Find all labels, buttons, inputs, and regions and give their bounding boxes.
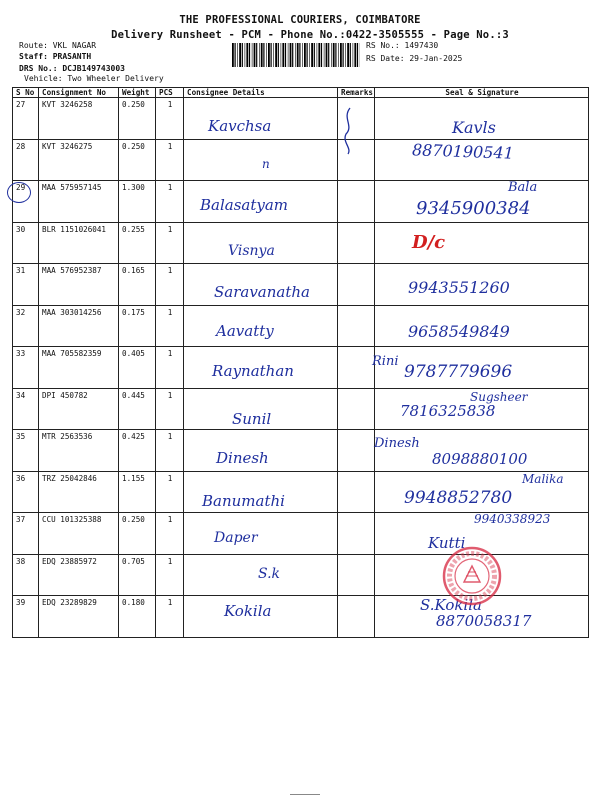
signature-hw: 8870058317 [436, 612, 532, 630]
cell-weight: 0.165 [119, 264, 156, 306]
cell-sno: 31 [13, 264, 39, 306]
cell-pcs: 1 [156, 139, 184, 181]
cell-consignment-no: MAA 575957145 [39, 181, 119, 223]
cell-consignment-no: MAA 576952387 [39, 264, 119, 306]
route-text: Route: VKL NAGAR [19, 41, 97, 50]
cell-weight: 0.250 [119, 513, 156, 555]
table-row [13, 554, 589, 596]
cell-consignment-no: MTR 2563536 [39, 430, 119, 472]
cell-consignment-no: CCU 101325388 [39, 513, 119, 555]
signature-hw: 9948852780 [404, 488, 513, 508]
cell-pcs: 1 [156, 181, 184, 223]
cell-pcs: 1 [156, 222, 184, 264]
cell-pcs: 1 [156, 264, 184, 306]
cell-remarks [338, 430, 375, 472]
signature-hw: 7816325838 [400, 402, 496, 420]
cell-weight: 0.445 [119, 388, 156, 430]
signature-hw: 8870190541 [411, 140, 515, 163]
consignee-hw: Kavchsa [208, 117, 272, 135]
cell-sno: 30 [13, 222, 39, 264]
cell-pcs: 1 [156, 471, 184, 513]
cell-remarks [338, 264, 375, 306]
cell-pcs: 1 [156, 347, 184, 389]
cell-signature [375, 222, 589, 264]
cell-sno: 33 [13, 347, 39, 389]
signature-hw: 8098880100 [432, 450, 528, 468]
consignee-hw: Sunil [232, 410, 272, 428]
cell-sno: 28 [13, 139, 39, 181]
table-row [13, 98, 589, 140]
consignee-hw: Balasatyam [200, 196, 289, 214]
cell-consignment-no: EDQ 23885972 [39, 554, 119, 596]
cell-consignment-no: BLR 1151026041 [39, 222, 119, 264]
cell-pcs: 1 [156, 430, 184, 472]
cell-remarks [338, 471, 375, 513]
drs-number: DRS No.: DCJB149743003 [19, 64, 125, 73]
barcode-image [232, 43, 360, 67]
signature-hw: Sugsheer [470, 390, 528, 404]
cell-remarks [338, 347, 375, 389]
remarks-bracket-mark [340, 104, 370, 156]
cell-consignment-no: MAA 303014256 [39, 305, 119, 347]
cell-remarks [338, 305, 375, 347]
cell-remarks [338, 222, 375, 264]
cell-pcs: 1 [156, 596, 184, 638]
cell-sno: 27 [13, 98, 39, 140]
table-row [13, 222, 589, 264]
cell-weight: 0.425 [119, 430, 156, 472]
signature-hw: Bala [508, 180, 538, 195]
cell-weight: 0.405 [119, 347, 156, 389]
cell-weight: 1.155 [119, 471, 156, 513]
cell-pcs: 1 [156, 388, 184, 430]
col-consignment: Consignment No [39, 88, 119, 98]
cell-weight: 0.180 [119, 596, 156, 638]
cell-weight: 0.250 [119, 98, 156, 140]
company-seal-stamp [442, 546, 502, 606]
consignee-hw: Banumathi [202, 492, 285, 510]
cell-consignment-no: TRZ 25042846 [39, 471, 119, 513]
runsheet-subtitle: Delivery Runsheet - PCM - Phone No.:0422-3505555 - Page No.:3 [111, 29, 509, 41]
cell-remarks [338, 388, 375, 430]
cell-consignee [184, 139, 338, 181]
signature-hw: Dinesh [374, 436, 420, 451]
cell-consignment-no: MAA 705582359 [39, 347, 119, 389]
col-sno: S No [13, 88, 39, 98]
consignee-hw: n [262, 157, 270, 171]
cell-remarks [338, 596, 375, 638]
col-weight: Weight [119, 88, 156, 98]
signature-hw: 9658549849 [408, 322, 510, 341]
signature-hw: 9943551260 [408, 278, 510, 297]
consignee-hw: Visnya [228, 243, 275, 259]
cell-pcs: 1 [156, 554, 184, 596]
consignee-hw: Kokila [224, 602, 272, 620]
cell-consignment-no: KVT 3246275 [39, 139, 119, 181]
consignee-hw: Dinesh [216, 449, 269, 467]
cell-weight: 1.300 [119, 181, 156, 223]
cell-sno: 32 [13, 305, 39, 347]
signature-hw: 9940338923 [474, 512, 551, 526]
consignee-hw: Saravanatha [214, 283, 310, 301]
row-29-circle-mark [7, 182, 31, 203]
col-remarks: Remarks [338, 88, 375, 98]
vehicle-text: Vehicle: Two Wheeler Delivery [24, 74, 164, 83]
cell-pcs: 1 [156, 98, 184, 140]
cell-remarks [338, 554, 375, 596]
col-signature: Seal & Signature [375, 88, 589, 98]
signature-hw: 9345900384 [416, 198, 531, 219]
signature-hw: 9787779696 [404, 362, 513, 382]
signature-hw: Kutti [428, 534, 466, 552]
consignee-hw: Daper [214, 530, 258, 546]
cell-sno: 36 [13, 471, 39, 513]
page-footer-mark [290, 794, 320, 795]
company-title: THE PROFESSIONAL COURIERS, COIMBATORE [179, 14, 421, 26]
cell-consignment-no: EDQ 23289829 [39, 596, 119, 638]
staff-text: Staff: PRASANTH [19, 52, 92, 61]
cell-consignment-no: KVT 3246258 [39, 98, 119, 140]
cell-sno: 35 [13, 430, 39, 472]
cell-sno: 38 [13, 554, 39, 596]
consignee-hw: S.k [258, 566, 281, 582]
signature-hw: Rini [372, 354, 399, 369]
signature-hw: Kavls [452, 118, 496, 137]
signature-hw: S.Kokila [420, 596, 482, 614]
consignee-hw: Aavatty [216, 322, 274, 340]
table-header-row [13, 88, 589, 98]
cell-consignee [184, 513, 338, 555]
cell-pcs: 1 [156, 513, 184, 555]
cell-weight: 0.255 [119, 222, 156, 264]
cell-weight: 0.175 [119, 305, 156, 347]
cell-sno: 29 [13, 181, 39, 223]
consignee-hw: Raynathan [212, 362, 294, 380]
cell-sno: 39 [13, 596, 39, 638]
signature-hw: D/c [412, 232, 446, 253]
cell-remarks [338, 513, 375, 555]
cell-sno: 34 [13, 388, 39, 430]
rs-date: RS Date: 29-Jan-2025 [366, 54, 463, 63]
rs-number: RS No.: 1497430 [366, 41, 439, 50]
cell-pcs: 1 [156, 305, 184, 347]
cell-weight: 0.705 [119, 554, 156, 596]
cell-weight: 0.250 [119, 139, 156, 181]
col-consignee: Consignee Details [184, 88, 338, 98]
cell-consignment-no: DPI 450782 [39, 388, 119, 430]
signature-hw: Malika [522, 472, 564, 486]
cell-sno: 37 [13, 513, 39, 555]
col-pcs: PCS [156, 88, 184, 98]
cell-remarks [338, 181, 375, 223]
